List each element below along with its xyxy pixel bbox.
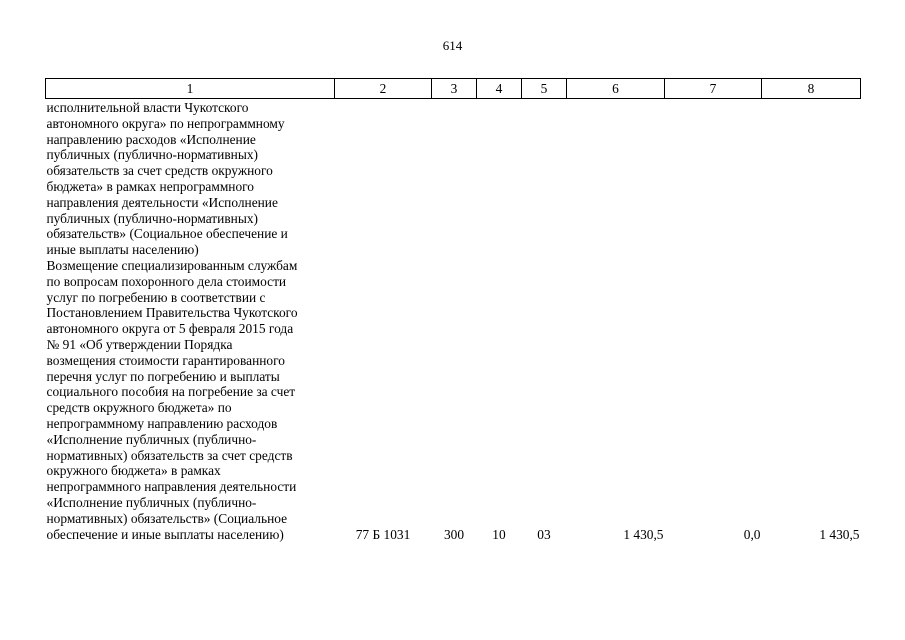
- column-header-4: 4: [477, 79, 522, 99]
- column-header-7: 7: [665, 79, 762, 99]
- table-header-row: [46, 79, 861, 99]
- column-header-3: 3: [432, 79, 477, 99]
- column-header-8: 8: [762, 79, 861, 99]
- cell-target-article-code: 77 Б 1031: [355, 526, 411, 542]
- column-header-2: 2: [335, 79, 432, 99]
- description-line: «Исполнение публичных (публично-: [46, 431, 257, 447]
- description-line: нормативных) обязательств за счет средств: [46, 447, 293, 463]
- row-description: [46, 258, 335, 542]
- cell-section: 10: [492, 526, 506, 542]
- description-line: Возмещение специализированным службам: [46, 257, 298, 273]
- description-line: обязательств» (Социальное обеспечение и: [46, 226, 288, 242]
- description-line: автономного округа от 5 февраля 2015 года: [46, 321, 294, 337]
- description-line: непрограммного направления деятельности: [46, 479, 297, 495]
- description-line: услуг по погребению в соответствии с: [46, 289, 266, 305]
- description-line: бюджета» в рамках непрограммного: [46, 178, 255, 194]
- description-line: Постановлением Правительства Чукотского: [46, 305, 298, 321]
- description-line: средств окружного бюджета» по: [46, 400, 232, 416]
- cell-amount-6: 1 430,5: [623, 526, 664, 542]
- column-header-5: 5: [522, 79, 567, 99]
- description-line: публичных (публично-нормативных): [46, 210, 258, 226]
- description-line: обязательств за счет средств окружного: [46, 163, 273, 179]
- cell-expense-type: 300: [443, 526, 465, 542]
- description-line: окружного бюджета» в рамках: [46, 463, 221, 479]
- description-line: нормативных) обязательств» (Социальное: [46, 510, 288, 526]
- description-line: обеспечение и иные выплаты населению): [46, 526, 284, 542]
- column-header-1: 1: [46, 79, 335, 99]
- description-line: непрограммному направлению расходов: [46, 415, 278, 431]
- cell-subsection: 03: [537, 526, 551, 542]
- description-line: автономного округа» по непрограммному: [46, 115, 285, 131]
- continuation-description: [46, 99, 335, 258]
- table-row: [46, 258, 861, 542]
- cell-amount-7: 0,0: [743, 526, 761, 542]
- description-line: возмещения стоимости гарантированного: [46, 352, 285, 368]
- column-header-6: 6: [567, 79, 665, 99]
- budget-table: [45, 78, 861, 542]
- description-line: иные выплаты населению): [46, 242, 199, 258]
- description-line: публичных (публично-нормативных): [46, 147, 258, 163]
- table-row-continuation: [46, 99, 861, 258]
- description-line: перечня услуг по погребению и выплаты: [46, 368, 280, 384]
- description-line: социального пособия на погребение за счет: [46, 384, 296, 400]
- page-number: 614: [442, 38, 463, 53]
- description-line: направления деятельности «Исполнение: [46, 194, 278, 210]
- description-line: направлению расходов «Исполнение: [46, 131, 256, 147]
- description-line: № 91 «Об утверждении Порядка: [46, 336, 233, 352]
- description-line: исполнительной власти Чукотского: [46, 100, 249, 115]
- description-line: «Исполнение публичных (публично-: [46, 494, 257, 510]
- description-line: по вопросам похоронного дела стоимости: [46, 273, 287, 289]
- cell-amount-8: 1 430,5: [819, 526, 860, 542]
